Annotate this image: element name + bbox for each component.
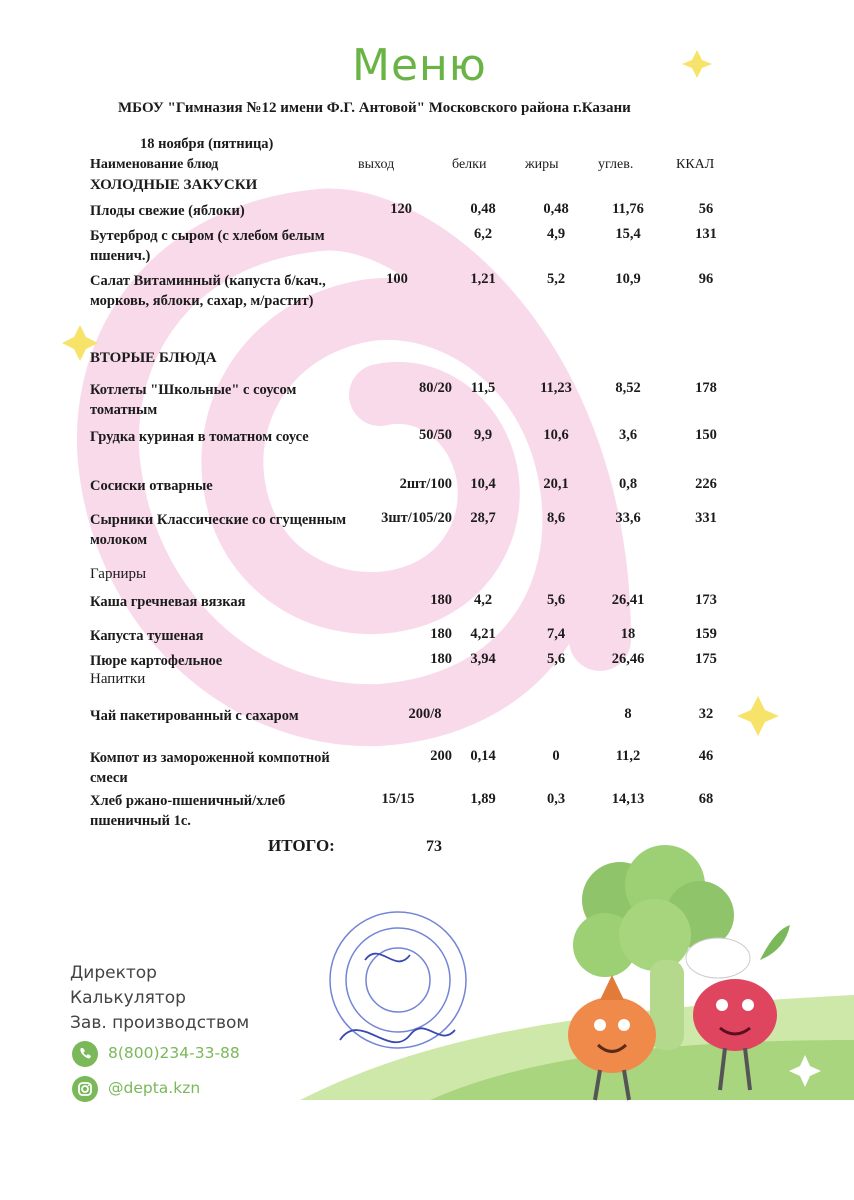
section-cold-appetizers: ХОЛОДНЫЕ ЗАКУСКИ (90, 177, 258, 193)
table-cell-protein: 3,94 (470, 651, 496, 667)
table-cell-fat: 7,4 (546, 626, 566, 642)
table-cell-fat: 20,1 (543, 476, 569, 492)
table-cell-carbs: 8,52 (615, 380, 641, 396)
instagram-icon (72, 1076, 98, 1102)
signature (340, 954, 455, 1043)
table-cell-fat: 5,2 (546, 271, 566, 287)
table-cell-carbs: 0,8 (618, 476, 638, 492)
table-row-name: Салат Витаминный (капуста б/кач., морковь, яблоки, сахар, м/растит) (90, 273, 326, 309)
table-cell-output: 3шт/105/20 (381, 510, 452, 526)
section-drinks: Напитки (90, 671, 146, 687)
table-row-name: Бутерброд с сыром (с хлебом белым пшенич.) (90, 228, 325, 264)
table-cell-kcal: 68 (698, 791, 714, 807)
table-cell-kcal: 150 (695, 427, 717, 443)
table-cell-output: 180 (430, 592, 452, 608)
phone-number[interactable]: 8(800)234-33-88 (108, 1044, 240, 1062)
table-cell-protein: 4,2 (473, 592, 493, 608)
table-cell-protein: 9,9 (473, 427, 493, 443)
table-cell-kcal: 159 (695, 626, 717, 642)
footer-role-production-head: Зав. производством (70, 1013, 250, 1033)
table-row-name: Капуста тушеная (90, 628, 204, 644)
table-cell-fat: 0 (552, 748, 560, 764)
table-cell-kcal: 56 (698, 201, 714, 217)
table-cell-kcal: 32 (698, 706, 714, 722)
column-header-protein: белки (452, 157, 487, 172)
table-cell-fat: 11,23 (540, 380, 572, 396)
table-cell-output: 15/15 (381, 791, 415, 807)
table-row-name: Каша гречневая вязкая (90, 594, 246, 610)
total-label: ИТОГО: (268, 836, 335, 855)
table-cell-protein: 6,2 (473, 226, 493, 242)
table-cell-kcal: 178 (695, 380, 717, 396)
table-cell-fat: 10,6 (543, 427, 569, 443)
table-cell-output: 100 (386, 271, 408, 287)
footer-role-director: Директор (70, 963, 157, 983)
table-cell-carbs: 11,2 (615, 748, 641, 764)
table-cell-kcal: 96 (698, 271, 714, 287)
table-cell-output: 180 (430, 626, 452, 642)
table-cell-protein: 1,21 (470, 271, 496, 287)
table-cell-carbs: 26,41 (611, 592, 645, 608)
table-cell-carbs: 33,6 (615, 510, 641, 526)
table-cell-kcal: 131 (695, 226, 717, 242)
school-name: МБОУ "Гимназия №12 имени Ф.Г. Антовой" Московского района г.Казани (118, 100, 631, 116)
table-cell-carbs: 18 (620, 626, 636, 642)
table-cell-fat: 0,3 (546, 791, 566, 807)
table-cell-kcal: 175 (695, 651, 717, 667)
table-row-name: Котлеты "Школьные" с соусом томатным (90, 382, 297, 418)
section-garnish: Гарниры (90, 566, 147, 582)
table-cell-protein: 0,14 (470, 748, 496, 764)
table-cell-output: 2шт/100 (399, 476, 452, 492)
column-header-name: Наименование блюд (90, 157, 219, 172)
table-cell-carbs: 15,4 (615, 226, 641, 242)
star-decoration-right (737, 696, 779, 736)
table-row-name: Пюре картофельное (90, 653, 223, 669)
table-cell-output: 80/20 (418, 380, 452, 396)
table-row-name: Компот из замороженной компотной смеси (90, 750, 330, 786)
table-cell-protein: 10,4 (470, 476, 496, 492)
table-cell-carbs: 3,6 (618, 427, 638, 443)
table-row-name: Грудка куриная в томатном соусе (90, 429, 309, 445)
column-header-carbs: углев. (598, 157, 634, 172)
table-cell-protein: 0,48 (470, 201, 496, 217)
table-cell-carbs: 26,46 (611, 651, 645, 667)
table-row-name: Хлеб ржано-пшеничный/хлеб пшеничный 1с. (90, 793, 286, 829)
table-cell-protein: 11,5 (470, 380, 496, 396)
table-row-name: Чай пакетированный с сахаром (90, 708, 299, 724)
table-cell-fat: 5,6 (546, 651, 566, 667)
official-stamp (330, 912, 466, 1048)
section-second-courses: ВТОРЫЕ БЛЮДА (90, 350, 217, 366)
table-cell-fat: 8,6 (546, 510, 566, 526)
table-row-name: Плоды свежие (яблоки) (90, 203, 245, 219)
instagram-handle[interactable]: @depta.kzn (108, 1079, 201, 1097)
menu-date: 18 ноября (пятница) (140, 136, 274, 152)
table-cell-output: 200 (430, 748, 452, 764)
column-header-fat: жиры (525, 157, 559, 172)
star-decoration-top (682, 50, 712, 78)
table-cell-output: 120 (390, 201, 412, 217)
table-cell-output: 200/8 (408, 706, 442, 722)
phone-icon (72, 1041, 98, 1067)
footer-role-calculator: Калькулятор (70, 988, 186, 1008)
table-cell-protein: 28,7 (470, 510, 496, 526)
table-cell-kcal: 226 (695, 476, 717, 492)
column-header-output: выход (358, 157, 395, 172)
table-cell-output: 180 (430, 651, 452, 667)
table-cell-kcal: 331 (695, 510, 717, 526)
table-cell-kcal: 173 (695, 592, 717, 608)
table-cell-protein: 1,89 (470, 791, 496, 807)
table-row-name: Сосиски отварные (90, 478, 213, 494)
table-cell-kcal: 46 (698, 748, 714, 764)
table-cell-fat: 5,6 (546, 592, 566, 608)
column-header-kcal: ККАЛ (676, 157, 715, 172)
table-cell-carbs: 10,9 (615, 271, 641, 287)
table-cell-carbs: 11,76 (612, 201, 644, 217)
table-row-name: Сырники Классические со сгущенным молоком (90, 512, 347, 548)
page-title: Меню (352, 40, 487, 91)
table-cell-output: 50/50 (418, 427, 452, 443)
table-cell-carbs: 14,13 (611, 791, 645, 807)
leaf-decoration (760, 925, 790, 960)
table-cell-carbs: 8 (624, 706, 632, 722)
table-cell-fat: 0,48 (543, 201, 569, 217)
total-value: 73 (426, 838, 442, 855)
table-cell-fat: 4,9 (546, 226, 566, 242)
table-cell-protein: 4,21 (470, 626, 496, 642)
